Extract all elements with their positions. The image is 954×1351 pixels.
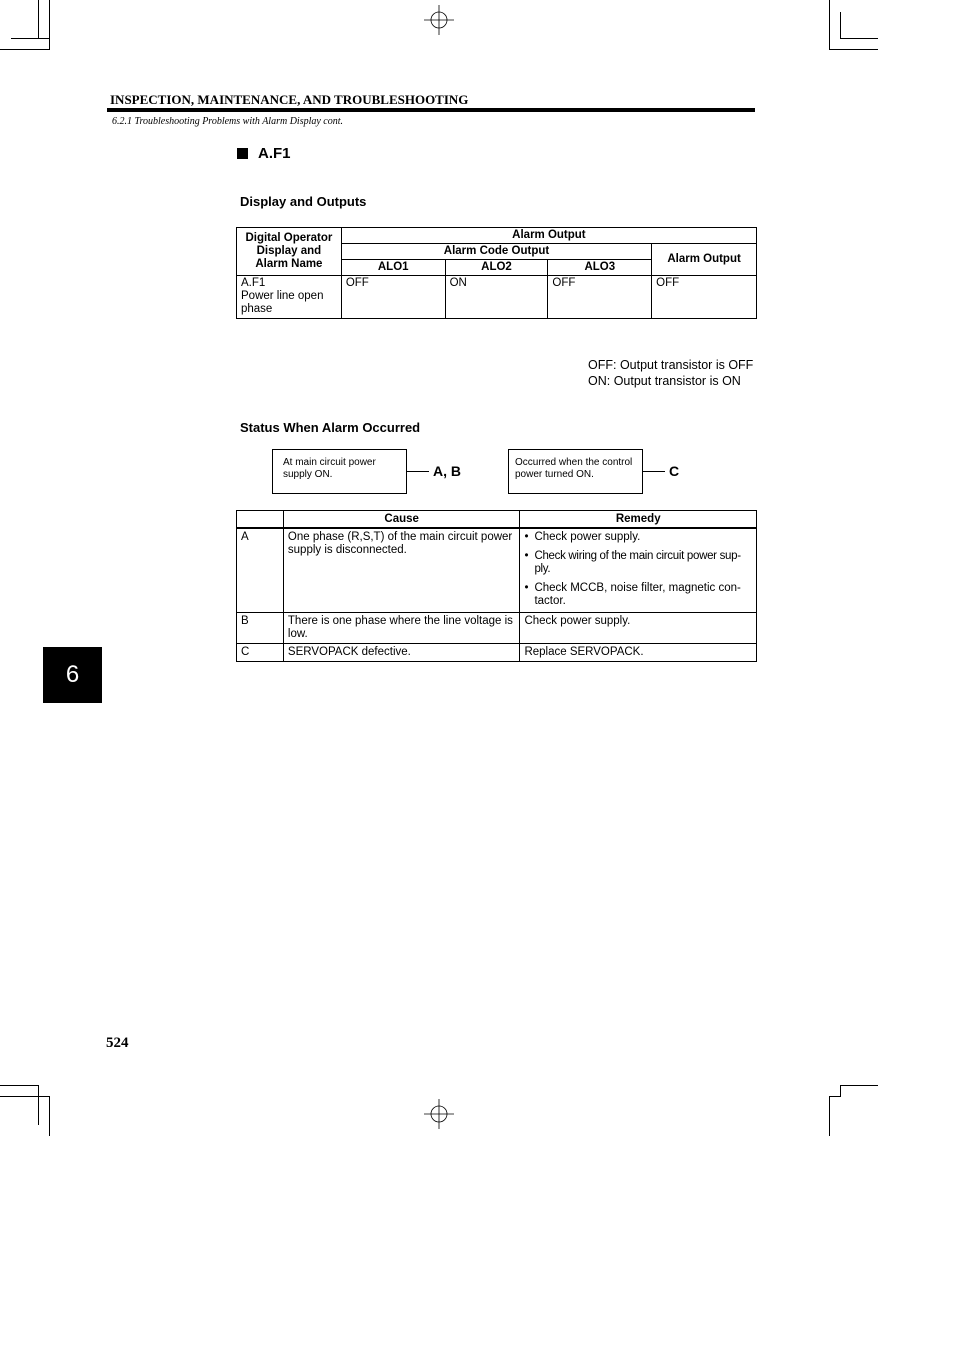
cell-alarm-output: OFF [652,276,757,319]
crop-mark [0,49,50,50]
page-header-title: INSPECTION, MAINTENANCE, AND TROUBLESHOOTING [110,92,469,107]
page-number: 524 [106,1035,129,1051]
remedy-text: Replace SERVOPACK. [520,644,757,662]
crop-mark [49,1096,50,1136]
table-row [237,613,757,644]
crop-mark [829,49,878,50]
connector-line [643,471,665,472]
crop-mark [38,1085,39,1125]
table-row [237,528,757,613]
status-heading: Status When Alarm Occurred [240,420,421,435]
display-outputs-heading: Display and Outputs [240,194,367,209]
status-label-c: C [669,463,680,479]
registration-mark-icon [424,5,454,35]
crop-mark [829,1096,841,1097]
crop-mark [0,1085,38,1086]
cell-alarm-name: A.F1 Power line open phase [237,276,342,319]
remedy-list [524,531,752,608]
crop-mark [49,0,50,50]
subsection-label: 6.2.1 Troubleshooting Problems with Alarm Display cont. [112,116,344,127]
header-id [237,511,284,529]
remedy-cell [520,528,757,613]
display-outputs-table [236,227,757,319]
cell-alo2: ON [445,276,548,319]
cell-alo1: OFF [341,276,445,319]
legend-on: ON: Output transistor is ON [588,374,741,388]
header-remedy: Remedy [520,511,757,529]
header-alarm-output-2: Alarm Output [652,244,757,276]
header-alo2: ALO2 [445,260,548,276]
crop-mark [38,0,39,38]
table-row [237,276,757,319]
square-bullet-icon [237,148,248,159]
table-row [237,644,757,662]
status-label-ab: A, B [433,463,461,479]
header-operator-display: Digital Operator Display and Alarm Name [237,228,342,276]
status-box-control-power: Occurred when the control power turned ON. [508,449,643,494]
connector-line [407,471,429,472]
header-alo1: ALO1 [341,260,445,276]
remedy-text: Check power supply. [520,613,757,644]
crop-mark [840,38,878,39]
cause-text: One phase (R,S,T) of the main circuit power supply is disconnected. [283,528,520,613]
legend-off: OFF: Output transistor is OFF [588,358,754,372]
cell-alo3: OFF [548,276,652,319]
header-alo3: ALO3 [548,260,652,276]
crop-mark [840,1085,878,1086]
header-rule [107,108,755,112]
cause-id: C [237,644,284,662]
header-cause: Cause [283,511,520,529]
remedy-item: • Check MCCB, noise filter, magnetic con-tactor. [524,582,752,608]
registration-mark-icon [424,1099,454,1129]
cause-id: A [237,528,284,613]
crop-mark [829,1096,830,1136]
status-box-main-circuit: At main circuit power supply ON. [272,449,407,494]
crop-mark [829,0,830,50]
cause-text: SERVOPACK defective. [283,644,520,662]
crop-mark [11,38,49,39]
output-legend [588,357,753,389]
crop-mark [0,1096,50,1097]
section-title: A.F1 [258,145,291,162]
remedy-item: • Check wiring of the main circuit power sup-ply. [524,550,752,576]
remedy-item: • Check power supply. [524,531,752,544]
header-alarm-output: Alarm Output [341,228,756,244]
crop-mark [840,12,841,38]
cause-text: There is one phase where the line voltage is low. [283,613,520,644]
chapter-tab: 6 [43,647,102,703]
header-alarm-code-output: Alarm Code Output [341,244,651,260]
cause-remedy-table [236,510,757,662]
cause-id: B [237,613,284,644]
